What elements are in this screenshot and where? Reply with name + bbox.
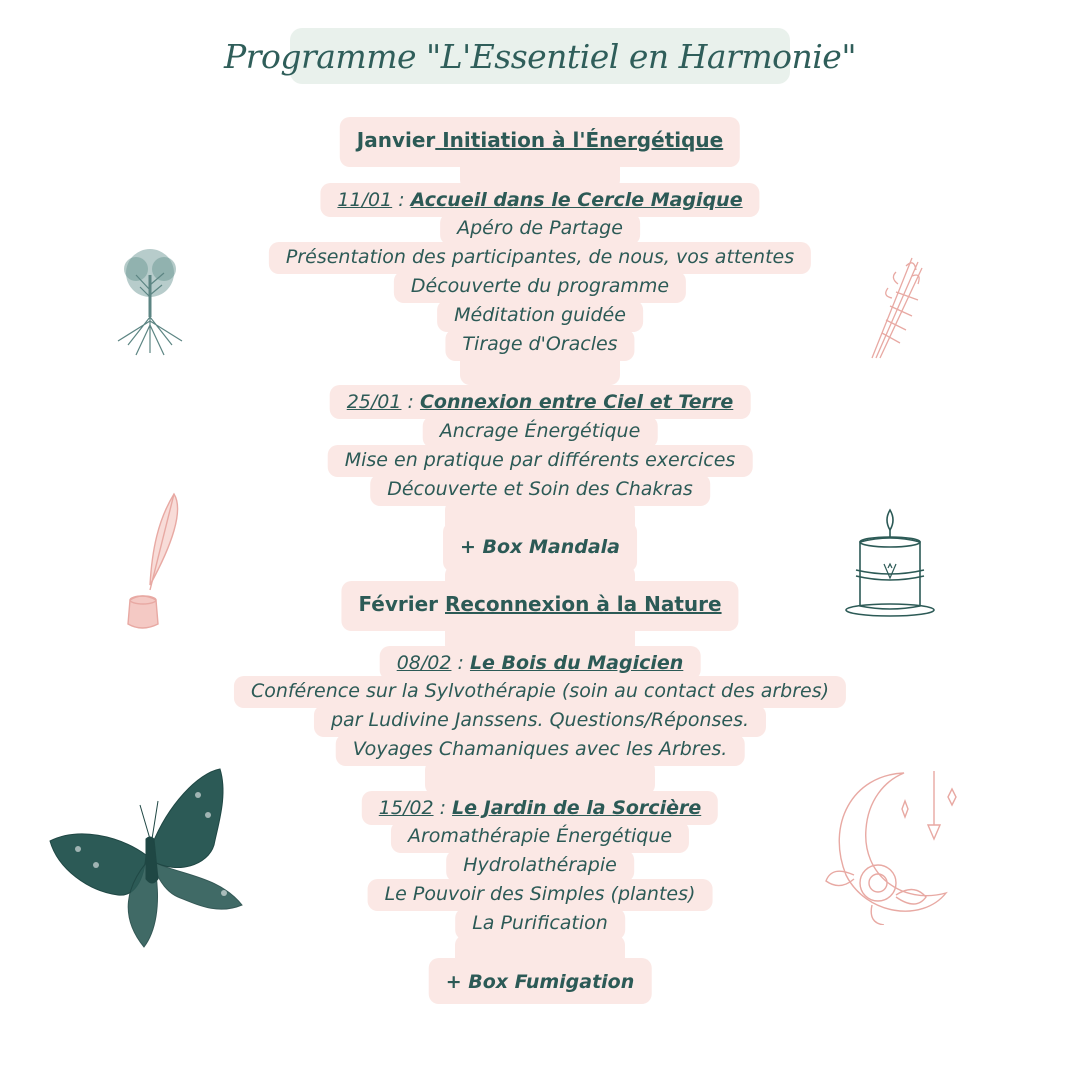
session-sep: : xyxy=(433,797,453,819)
month-label: Février xyxy=(358,592,439,616)
session-title-1502 xyxy=(362,791,718,825)
box-fumigation-label: + Box Fumigation xyxy=(429,958,652,1004)
program-title-banner xyxy=(224,28,856,84)
butterfly-icon xyxy=(48,765,244,955)
quill-inkwell-icon xyxy=(122,490,188,635)
session-title-0802 xyxy=(380,646,701,680)
session-sep: : xyxy=(392,189,411,211)
session-date: 11/01 xyxy=(337,189,393,211)
session-date: 08/02 xyxy=(396,652,452,674)
list-item: Mise en pratique par différents exercices xyxy=(328,445,753,477)
list-item: Apéro de Partage xyxy=(440,213,640,245)
list-item: Voyages Chamaniques avec les Arbres. xyxy=(336,734,745,766)
list-item: Tirage d'Oracles xyxy=(445,329,634,361)
list-item: Aromathérapie Énergétique xyxy=(391,821,689,853)
list-item: Hydrolathérapie xyxy=(446,850,634,882)
session-date: 15/02 xyxy=(378,797,434,819)
list-item: Ancrage Énergétique xyxy=(423,416,658,448)
program-title: Programme "L'Essentiel en Harmonie" xyxy=(224,36,856,76)
list-item: Méditation guidée xyxy=(437,300,643,332)
list-item: Conférence sur la Sylvothérapie (soin au contact des arbres) xyxy=(234,676,846,708)
candle-icon xyxy=(844,506,938,618)
month-heading-january xyxy=(340,117,740,167)
session-name: Connexion entre Ciel et Terre xyxy=(419,391,734,413)
sage-bundle-icon xyxy=(862,248,934,363)
list-item: Découverte et Soin des Chakras xyxy=(370,474,710,506)
list-item: Découverte du programme xyxy=(394,271,686,303)
month-label: Janvier xyxy=(356,128,436,152)
session-name: Le Jardin de la Sorcière xyxy=(452,797,702,819)
session-name: Accueil dans le Cercle Magique xyxy=(410,189,743,211)
month-theme: Initiation à l'Énergétique xyxy=(435,128,724,152)
moon-flower-icon xyxy=(822,765,962,925)
box-mandala-label: + Box Mandala xyxy=(443,522,637,572)
list-item: Le Pouvoir des Simples (plantes) xyxy=(368,879,713,911)
session-date: 25/01 xyxy=(346,391,402,413)
session-name: Le Bois du Magicien xyxy=(469,652,684,674)
month-theme: Reconnexion à la Nature xyxy=(445,592,722,616)
list-item: par Ludivine Janssens. Questions/Réponses. xyxy=(314,705,766,737)
session-title-1101 xyxy=(320,183,759,217)
session-title-2501 xyxy=(330,385,751,419)
tree-icon xyxy=(108,245,192,360)
session-sep: : xyxy=(401,391,420,413)
list-item: La Purification xyxy=(455,908,625,940)
list-item: Présentation des participantes, de nous, vos attentes xyxy=(269,242,811,274)
month-heading-february xyxy=(341,581,738,631)
session-sep: : xyxy=(451,652,470,674)
